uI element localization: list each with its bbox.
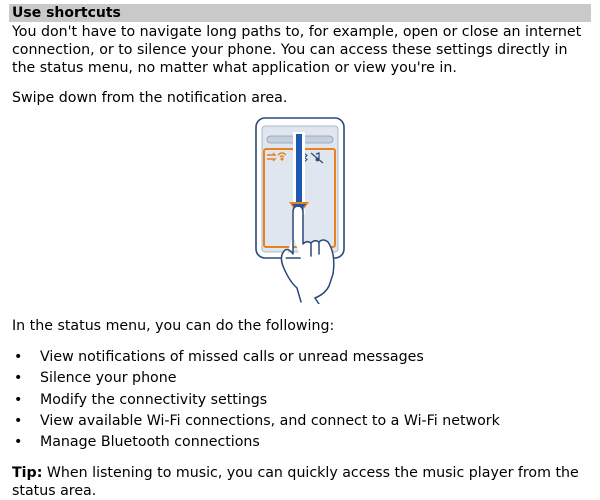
list-item <box>12 432 500 453</box>
list-item-text: View available Wi-Fi connections, and connect to a Wi-Fi network <box>40 412 500 429</box>
status-menu-intro: In the status menu, you can do the following: <box>12 318 335 334</box>
status-menu-feature-list <box>12 347 500 453</box>
list-item-text: Manage Bluetooth connections <box>40 434 260 451</box>
swipe-instruction: Swipe down from the notification area. <box>12 90 288 106</box>
tip-text: When listening to music, you can quickly access the music player from the status area. <box>12 465 579 499</box>
list-item <box>12 368 500 389</box>
list-item <box>12 390 500 411</box>
bullet-marker: • <box>14 391 23 408</box>
section-header-bar <box>9 4 591 22</box>
list-item <box>12 347 500 368</box>
bullet-marker: • <box>14 370 23 387</box>
bullet-marker: • <box>14 434 23 451</box>
swipe-down-illustration <box>253 116 348 304</box>
bullet-marker: • <box>14 412 23 429</box>
tip-label: Tip: <box>12 465 43 481</box>
bullet-marker: • <box>14 349 23 365</box>
intro-paragraph: You don't have to navigate long paths to, for example, open or close an internet connection, or to silence your phone. You can access these settings directly in the status menu, no matter what application or view you're in. <box>12 24 582 76</box>
list-item-text: Modify the connectivity settings <box>40 391 268 408</box>
list-item-text: View notifications of missed calls or unread messages <box>40 349 424 365</box>
list-item <box>12 411 500 432</box>
tip-paragraph <box>12 464 592 500</box>
list-item-text: Silence your phone <box>40 370 177 387</box>
section-title: Use shortcuts <box>12 5 121 21</box>
